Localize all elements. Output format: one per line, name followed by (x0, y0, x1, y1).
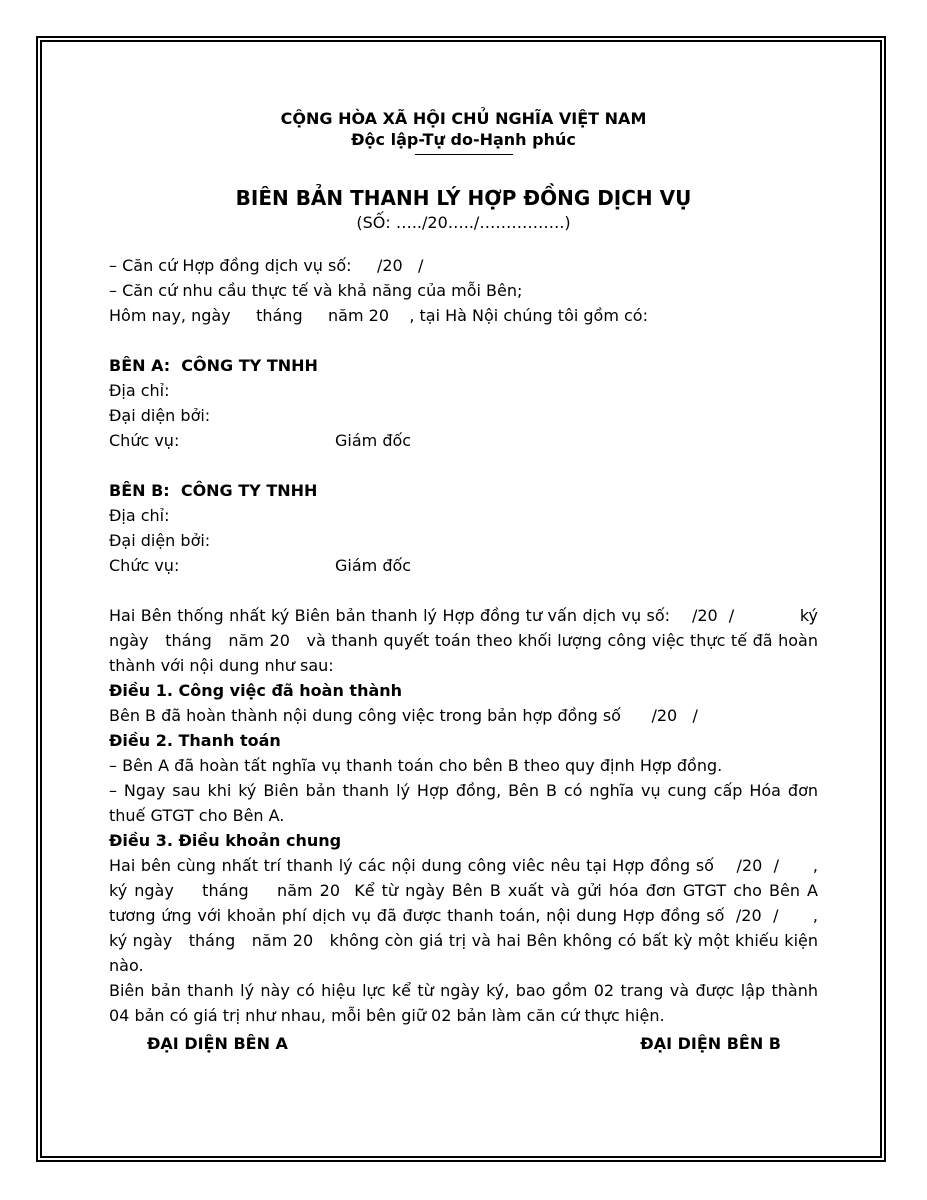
national-motto: Độc lập-Tự do-Hạnh phúc (351, 130, 576, 149)
basis-line: Hôm nay, ngày tháng năm 20 , tại Hà Nội chúng tôi gồm có: (109, 306, 648, 325)
article-1-text: Bên B đã hoàn thành nội dung công việc trong bản hợp đồng số /20 / (109, 706, 698, 725)
party-b-rep-label: Đại diện bởi: (109, 531, 211, 550)
document-body (109, 108, 824, 1056)
basis-line: – Căn cứ nhu cầu thực tế và khả năng của mỗi Bên; (109, 281, 523, 300)
party-a-position-value: Giám đốc (335, 431, 412, 450)
basis-section (109, 253, 818, 328)
article-2-title: Điều 2. Thanh toán (109, 731, 281, 750)
signature-row (109, 1031, 818, 1056)
party-b-position-label: Chức vụ: (109, 556, 180, 575)
national-title: CỘNG HÒA XÃ HỘI CHỦ NGHĨA VIỆT NAM (280, 109, 647, 128)
document-number: (SỐ: …../20…../…………….) (356, 213, 571, 232)
party-a-position-row (109, 428, 818, 453)
signature-party-a: ĐẠI DIỆN BÊN A (147, 1034, 288, 1053)
intro-paragraph: Hai Bên thống nhất ký Biên bản thanh lý Hợp đồng tư vấn dịch vụ số: /20 / ký ngày tháng năm 20 và thanh quyết toán theo khối lượng công việc thực tế đã hoàn thành với nội dung như sau: (109, 606, 824, 675)
article-1-title: Điều 1. Công việc đã hoàn thành (109, 681, 403, 700)
article-3-title: Điều 3. Điều khoản chung (109, 831, 342, 850)
article-3-validity: Biên bản thanh lý này có hiệu lực kể từ ngày ký, bao gồm 02 trang và được lập thành 04 bản có giá trị như nhau, mỗi bên giữ 02 bản làm căn cứ thực hiện. (109, 981, 818, 1025)
party-b-position-value: Giám đốc (335, 556, 412, 575)
article-2-item: – Ngay sau khi ký Biên bản thanh lý Hợp đồng, Bên B có nghĩa vụ cung cấp Hóa đơn thuế GTGT cho Bên A. (109, 781, 818, 825)
party-a-position-label: Chức vụ: (109, 431, 180, 450)
motto-underline (415, 154, 513, 155)
party-b-address-label: Địa chỉ: (109, 506, 170, 525)
party-b-section (109, 478, 818, 578)
party-b-position-row (109, 553, 818, 578)
signature-party-b: ĐẠI DIỆN BÊN B (640, 1034, 781, 1053)
article-3-text: Hai bên cùng nhất trí thanh lý các nội dung công viêc nêu tại Hợp đồng số /20 / , ký ngày tháng năm 20 Kể từ ngày Bên B xuất và gửi hóa đơn GTGT cho Bên A tương ứng với khoản phí dịch vụ đã được thanh toán, nội dung Hợp đồng số /20 / , ký ngày tháng năm 20 không còn giá trị và hai Bên không có bất kỳ một khiếu kiện nào. (109, 856, 824, 975)
basis-line: – Căn cứ Hợp đồng dịch vụ số: /20 / (109, 256, 424, 275)
party-b-heading: BÊN B: CÔNG TY TNHH (109, 481, 318, 500)
party-a-heading: BÊN A: CÔNG TY TNHH (109, 356, 318, 375)
document-title: BIÊN BẢN THANH LÝ HỢP ĐỒNG DỊCH VỤ (235, 186, 692, 210)
party-a-section (109, 353, 818, 453)
article-2-item: – Bên A đã hoàn tất nghĩa vụ thanh toán cho bên B theo quy định Hợp đồng. (109, 756, 723, 775)
party-a-address-label: Địa chỉ: (109, 381, 170, 400)
party-a-rep-label: Đại diện bởi: (109, 406, 211, 425)
